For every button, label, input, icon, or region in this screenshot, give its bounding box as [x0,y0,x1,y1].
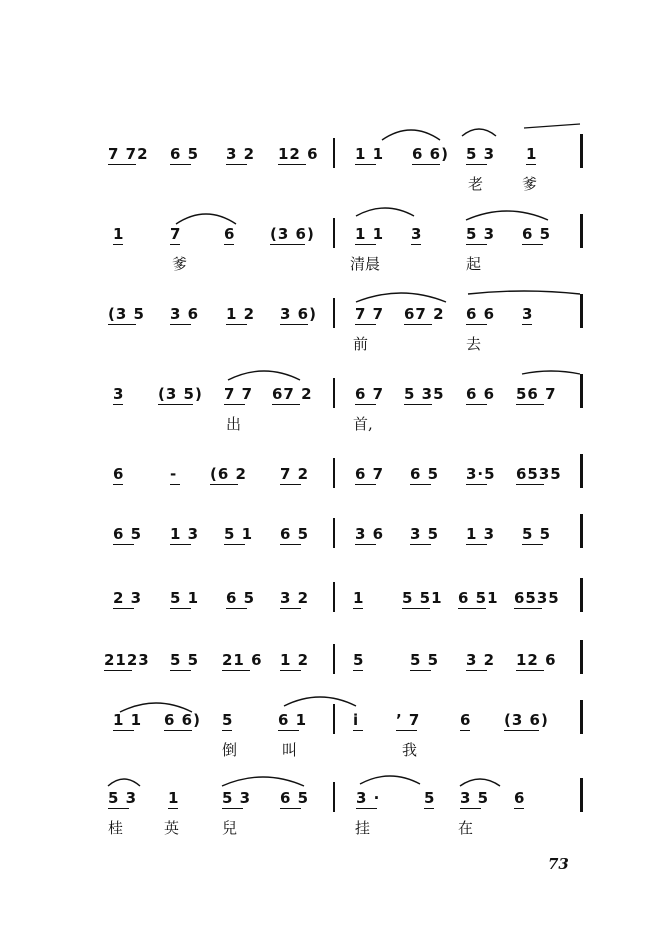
beam-line [522,244,543,245]
notation-group: 6535 [516,465,562,483]
notation-group: 3 [113,385,125,403]
notation-group: 3 5 [410,525,440,543]
beam-line [158,404,193,405]
notation-group: 3·5 [466,465,496,483]
notation-group: 3 2 [280,589,310,607]
notation-group: ’ 7 [396,711,421,729]
notation-group: 7 2 [280,465,310,483]
beam-line [516,484,544,485]
end-bar-line [580,578,583,612]
notation-group: 7 [170,225,182,243]
notation-group: 5 3 [222,789,252,807]
end-bar-line [580,700,583,734]
notation-group: 12 6 [516,651,557,669]
lyric-char: 爹 [522,175,538,193]
beam-line [170,244,180,245]
lyric-char: 出 [226,415,242,433]
notation-group: 1 3 [170,525,200,543]
slur-arc [284,697,356,706]
notation-group: 6 5 [280,525,310,543]
notation-group: 5 1 [170,589,200,607]
beam-line [356,808,377,809]
beam-line [404,324,432,325]
bar-line [333,138,335,168]
bar-line [333,782,335,812]
notation-group: 3 6) [280,305,317,323]
notation-group: 6 5 [113,525,143,543]
slur-arc [466,211,548,220]
beam-line [280,608,301,609]
beam-line [522,324,532,325]
notation-group: 7 7 [355,305,385,323]
slur-arc [108,779,140,786]
notation-group: 6 6 [466,305,496,323]
notation-group: 1 [353,589,365,607]
slur-arc [176,214,236,224]
beam-line [458,608,486,609]
notation-group: 1 [113,225,125,243]
lyric-char: 起 [466,255,482,273]
notation-group: 3 · [356,789,381,807]
end-bar-line [580,514,583,548]
notation-group: 1 1 [113,711,143,729]
slur-arc [222,777,304,786]
slur-arc [468,291,580,294]
beam-line [516,670,544,671]
notation-group: 6 5 [410,465,440,483]
beam-line [170,164,191,165]
beam-line [224,544,245,545]
beam-line [222,730,232,731]
notation-group: - [170,465,178,483]
beam-line [410,484,431,485]
notation-group: 3 6 [355,525,385,543]
notation-group: 6 7 [355,465,385,483]
notation-group: 6 [224,225,236,243]
beam-line [113,730,134,731]
notation-group: 1 [526,145,538,163]
beam-line [460,730,470,731]
beam-line [355,484,376,485]
notation-group: 6 5 [226,589,256,607]
lyric-char: 首, [353,415,373,433]
beam-line [466,670,487,671]
notation-group: 67 2 [272,385,313,403]
lyric-char: 在 [458,819,474,837]
notation-group: 5 3 [108,789,138,807]
beam-line [412,164,440,165]
beam-line [424,808,434,809]
lyric-char: 倒 [222,741,238,759]
beam-line [410,544,431,545]
notation-group: 5 5 [522,525,552,543]
beam-line [113,404,123,405]
notation-group: 7 7 [224,385,254,403]
bar-line [333,518,335,548]
notation-group: 3 [522,305,534,323]
beam-line [222,808,243,809]
notation-group: 6 [460,711,472,729]
notation-group: 67 2 [404,305,445,323]
lyric-char: 叫 [282,741,298,759]
notation-group: 5 5 [410,651,440,669]
beam-line [466,484,487,485]
beam-line [280,544,301,545]
slur-arc [522,371,580,374]
notation-group: 1 3 [466,525,496,543]
beam-line [466,324,487,325]
notation-group: 6 6 [466,385,496,403]
beam-line [108,164,136,165]
notation-group: 3 5 [460,789,490,807]
beam-line [466,244,487,245]
notation-group: 6 5 [280,789,310,807]
beam-line [168,808,178,809]
notation-group: 7 72 [108,145,149,163]
end-bar-line [580,134,583,168]
beam-line [466,544,487,545]
notation-group: (3 5) [158,385,203,403]
beam-line [355,324,376,325]
beam-line [170,670,191,671]
notation-group: 6 6) [412,145,449,163]
notation-group: 1 [168,789,180,807]
notation-group: (6 2 [210,465,247,483]
notation-group: 5 3 [466,145,496,163]
bar-line [333,644,335,674]
notation-group: 2123 [104,651,150,669]
bar-line [333,582,335,612]
slur-arc [228,371,300,380]
beam-line [355,544,376,545]
notation-group: 1 1 [355,145,385,163]
beam-line [514,608,542,609]
beam-line [108,808,129,809]
beam-line [514,808,524,809]
notation-group: 12 6 [278,145,319,163]
beam-line [516,404,544,405]
beam-line [222,670,250,671]
notation-group: i [353,711,360,729]
bracket-hook [524,124,580,128]
lyric-char: 我 [402,741,418,759]
notation-group: 1 2 [280,651,310,669]
lyric-char: 清晨 [350,255,381,273]
bar-line [333,298,335,328]
beam-line [113,244,123,245]
lyric-char: 爹 [172,255,188,273]
beam-line [466,404,487,405]
beam-line [272,404,300,405]
notation-group: 6535 [514,589,560,607]
notation-group: 5 1 [224,525,254,543]
notation-group: 3 [411,225,423,243]
beam-line [353,730,363,731]
lyric-char: 老 [468,175,484,193]
end-bar-line [580,214,583,248]
notation-group: 5 35 [404,385,445,403]
beam-line [402,608,430,609]
notation-group: (3 6) [270,225,315,243]
notation-group: (3 5 [108,305,145,323]
beam-line [226,324,247,325]
beam-line [466,164,487,165]
beam-line [410,670,431,671]
beam-line [460,808,481,809]
beam-line [355,164,376,165]
notation-group: 2 3 [113,589,143,607]
beam-line [353,670,363,671]
notation-group: 6 [514,789,526,807]
notation-group: 3 2 [226,145,256,163]
beam-line [522,544,543,545]
beam-line [270,244,305,245]
beam-line [526,164,536,165]
beam-line [210,484,238,485]
beam-line [355,404,376,405]
beam-line [113,484,123,485]
slur-arc [460,779,500,786]
notation-group: 5 51 [402,589,443,607]
lyric-char: 去 [466,335,482,353]
beam-line [355,244,376,245]
bar-line [333,458,335,488]
beam-line [170,324,191,325]
beam-line [504,730,539,731]
beam-line [411,244,421,245]
notation-group: 5 [353,651,365,669]
beam-line [170,608,191,609]
beam-line [404,404,432,405]
beam-line [280,484,301,485]
beam-line [108,324,136,325]
slur-arc [360,776,420,784]
beam-line [280,670,301,671]
notation-group: 6 6) [164,711,201,729]
end-bar-line [580,454,583,488]
notation-group: 5 3 [466,225,496,243]
end-bar-line [580,294,583,328]
notation-group: 5 [424,789,436,807]
bar-line [333,704,335,734]
end-bar-line [580,374,583,408]
beam-line [224,404,245,405]
notation-group: 21 6 [222,651,263,669]
notation-group: 3 6 [170,305,200,323]
notation-group: 1 2 [226,305,256,323]
slur-arc [356,293,446,302]
notation-group: 6 1 [278,711,308,729]
notation-group: 56 7 [516,385,557,403]
lyric-char: 挂 [355,819,371,837]
notation-group: 6 [113,465,125,483]
slur-arc [382,130,440,140]
lyric-char: 英 [164,819,180,837]
notation-group: (3 6) [504,711,549,729]
lyric-char: 兒 [222,819,238,837]
lyric-char: 桂 [108,819,124,837]
beam-line [170,484,180,485]
end-bar-line [580,778,583,812]
notation-group: 5 5 [170,651,200,669]
beam-line [113,608,134,609]
notation-group: 6 7 [355,385,385,403]
notation-group: 6 5 [522,225,552,243]
beam-line [224,244,234,245]
beam-line [280,808,301,809]
beam-line [226,164,247,165]
beam-line [164,730,192,731]
beam-line [353,608,363,609]
notation-group: 6 5 [170,145,200,163]
beam-line [113,544,134,545]
notation-group: 6 51 [458,589,499,607]
slur-arc [356,208,414,216]
beam-line [226,608,247,609]
notation-group: 1 1 [355,225,385,243]
beam-line [280,324,308,325]
page-number: 73 [548,855,569,873]
lyric-char: 前 [353,335,369,353]
notation-group: 5 [222,711,234,729]
beam-line [396,730,417,731]
bar-line [333,218,335,248]
beam-line [278,730,299,731]
bar-line [333,378,335,408]
beam-line [170,544,191,545]
beam-line [278,164,306,165]
beam-line [104,670,132,671]
notation-group: 3 2 [466,651,496,669]
slur-arc [462,129,496,136]
end-bar-line [580,640,583,674]
